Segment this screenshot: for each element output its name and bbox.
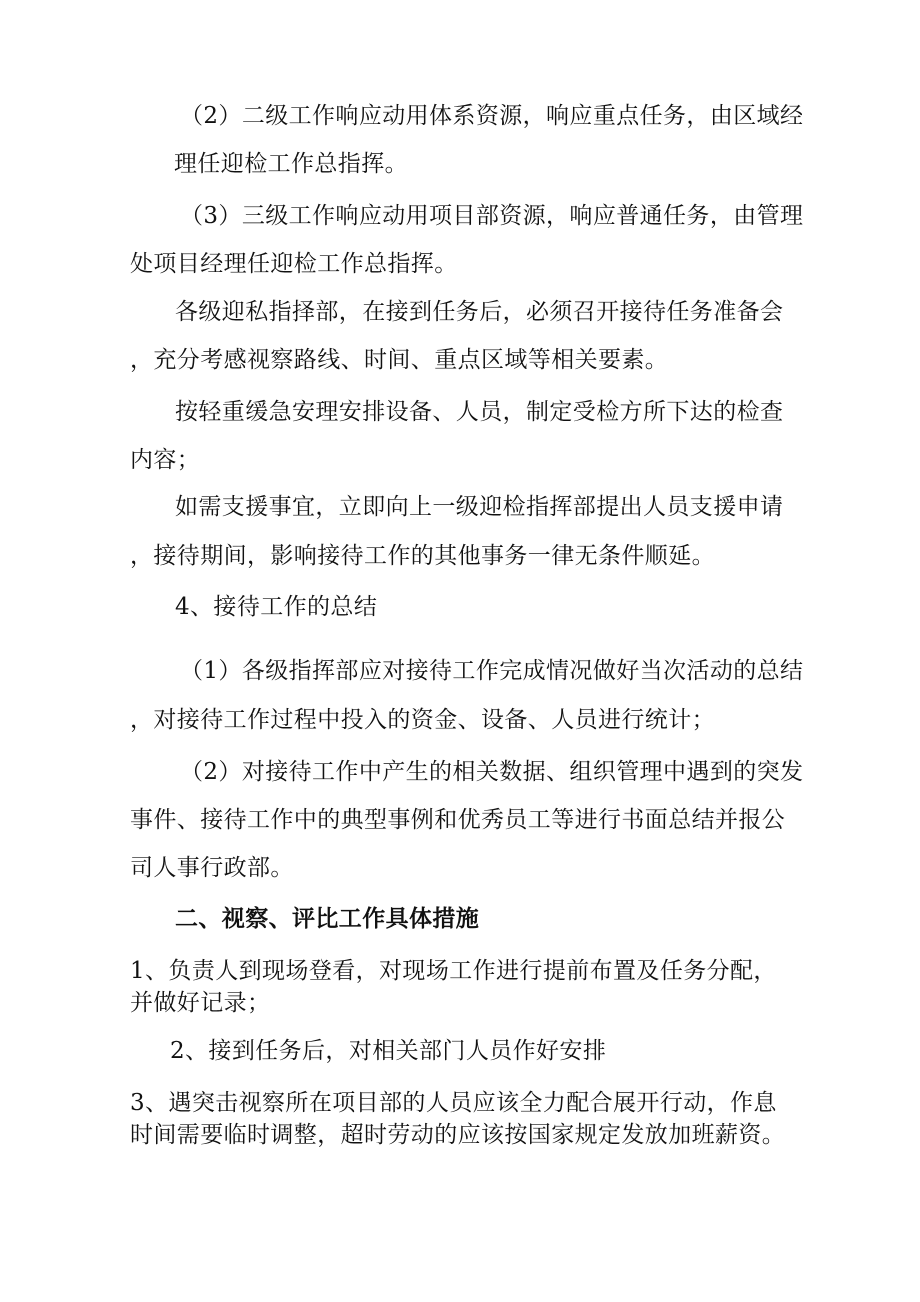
text-line: 并做好记录； <box>130 990 271 1016</box>
text-line: 如需支援事宜，立即向上一级迎检指挥部提出人员支援申请 <box>175 494 784 520</box>
text-line: （3）三级工作响应动用项目部资源，响应普通任务，由管理 <box>180 203 804 229</box>
text-line: 3、遇突击视察所在项目部的人员应该全力配合展开行动，作息 <box>130 1090 777 1116</box>
text-line: ，接待期间，影响接待工作的其他事务一律无条件顺延。 <box>130 543 715 569</box>
text-line: 时间需要临时调整，超时劳动的应该按国家规定发放加班薪资。 <box>130 1122 786 1148</box>
text-line: （2）对接待工作中产生的相关数据、组织管理中遇到的突发 <box>180 759 804 785</box>
text-line: 各级迎私指择部，在接到任务后，必须召开接待任务准备会 <box>175 299 784 325</box>
text-line: ，对接待工作过程中投入的资金、设备、人员进行统计； <box>130 707 715 733</box>
text-line: 内容； <box>130 447 201 473</box>
text-line: ，充分考感视察路线、时间、重点区域等相关要素。 <box>130 347 669 373</box>
section-heading: 4、接待工作的总结 <box>175 594 378 620</box>
text-line: （2）二级工作响应动用体系资源，响应重点任务，由区域经 <box>180 103 804 129</box>
text-line: 按轻重缓急安理安排设备、人员，制定受检方所下达的检查 <box>175 399 784 425</box>
text-line: 理任迎检工作总指挥。 <box>174 151 408 177</box>
text-line: （1）各级指挥部应对接待工作完成情况做好当次活动的总结 <box>180 658 804 684</box>
text-line: 司人事行政部。 <box>130 855 294 881</box>
section-title: 二、视察、评比工作具体措施 <box>175 905 480 932</box>
text-line: 处项目经理任迎检工作总指挥。 <box>130 251 458 277</box>
text-line: 1、负责人到现场登看，对现场工作进行提前布置及任务分配， <box>130 958 777 984</box>
text-line: 事件、接待工作中的典型事例和优秀员工等进行书面总结并报公 <box>130 807 786 833</box>
text-line: 2、接到任务后，对相关部门人员作好安排 <box>170 1038 607 1064</box>
